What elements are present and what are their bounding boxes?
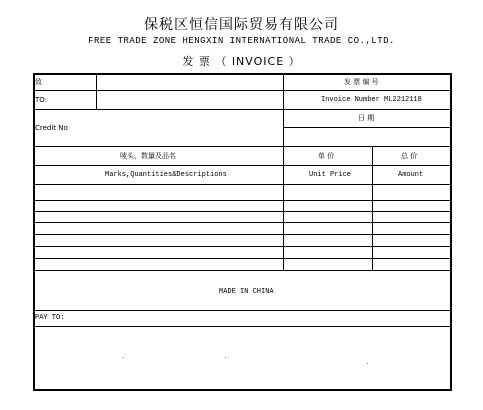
divider [33,310,452,311]
item-row-line [33,200,452,201]
pay-to-label: PAY TO: [35,314,65,322]
item-row-line [33,184,452,185]
item-row-line [33,211,452,212]
to-label: TO: [35,96,48,104]
date-label-chinese: 日 期 [358,114,375,122]
credit-no-label: Credit No [35,124,68,132]
form-right-border [450,73,452,391]
divider [33,146,452,147]
invoice-number-label-chinese: 发 票 编 号 [344,78,379,86]
speck [367,363,368,364]
unit-price-header: Unit Price [309,171,352,179]
form-bottom-border [33,389,452,391]
divider [283,127,452,128]
company-name-english: FREE TRADE ZONE HENGXIN INTERNATIONAL TRADE CO.,LTD. [88,36,395,46]
marks-header-chinese: 唛头，数量及品名 [120,152,176,160]
item-row-line [33,234,452,235]
item-row-line [33,246,452,247]
speck [225,357,226,358]
divider [33,326,452,327]
made-in-china-label: MADE IN CHINA [219,288,274,296]
item-row-line [33,222,452,223]
document-title: 发 票 （ INVOICE ） [182,55,301,68]
divider [33,165,452,166]
invoice-number-label: Invoice Number ML2212118 [321,96,422,104]
item-row-line [33,258,452,259]
marks-header: Marks,Quantities&Descriptions [105,171,227,179]
invoice-number-value: ML2212118 [384,96,422,104]
amount-header-chinese: 总 价 [401,152,418,160]
divider [96,73,97,110]
item-row-line [33,270,452,271]
unit-price-header-chinese: 单 价 [318,152,335,160]
divider [283,73,284,271]
to-label-chinese: 致 [35,78,42,86]
company-name-chinese: 保税区恒信国际贸易有限公司 [144,17,339,33]
divider [372,146,373,271]
form-left-border [33,73,35,391]
speck [123,357,124,358]
amount-header: Amount [398,171,424,179]
